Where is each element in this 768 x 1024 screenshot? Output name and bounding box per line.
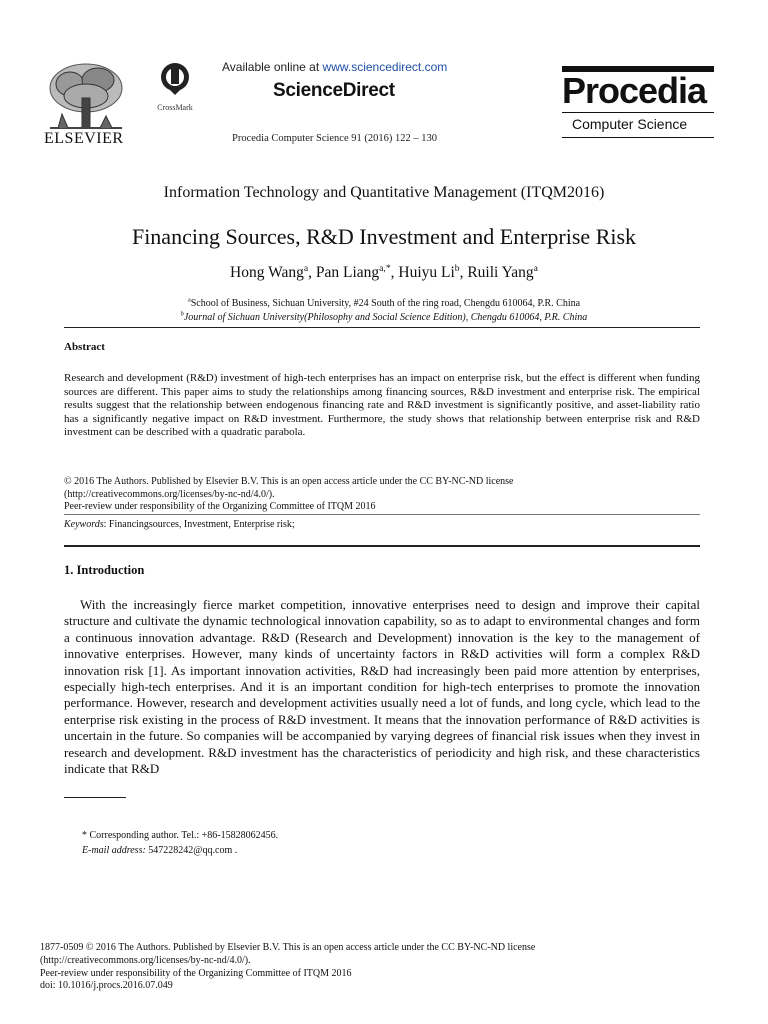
affiliation-a	[0, 298, 768, 309]
footer-url[interactable]: (http://creativecommons.org/licenses/by-nc-nd/4.0/).	[40, 954, 251, 966]
affil-mark: b	[180, 310, 184, 318]
footer-peer-review: Peer-review under responsibility of the Organizing Committee of ITQM 2016	[40, 967, 352, 979]
author: Hong Wang	[230, 264, 304, 281]
sciencedirect-wordmark: ScienceDirect	[273, 80, 395, 101]
author: Pan Liang	[315, 264, 380, 281]
paper-title: Financing Sources, R&D Investment and Enterprise Risk	[131, 224, 637, 249]
procedia-wordmark: Procedia	[562, 70, 707, 111]
crossmark-label: CrossMark	[157, 103, 193, 112]
affiliation-b	[0, 312, 768, 323]
author-affil-mark: a,*	[379, 262, 391, 274]
crossmark-badge[interactable]	[148, 62, 202, 112]
conference-name: Information Technology and Quantitative Management (ITQM2016)	[163, 184, 605, 201]
keywords	[64, 519, 295, 530]
footnote-rule	[64, 797, 126, 798]
keywords-list: : Financingsources, Investment, Enterprise risk;	[103, 519, 295, 530]
divider-top	[64, 327, 700, 328]
footer-license: 1877-0509 © 2016 The Authors. Published by Elsevier B.V. This is an open access article under the CC BY-NC-ND license	[40, 942, 536, 953]
license-url[interactable]: (http://creativecommons.org/licenses/by-nc-nd/4.0/).	[64, 488, 275, 500]
available-prefix: Available online at	[222, 60, 323, 74]
divider-thin	[64, 514, 700, 515]
author-affil-mark: b	[454, 262, 460, 274]
abstract-text: Research and development (R&D) investment of high-tech enterprises has an impact on enterprise risk, but the effect is different when funding sources are different. This paper aims to study the relationships among financing sources, R&D investment and enterprise risk. The empirical results suggest that the relationship between endogenous financing rate and R&D investment is significantly positive, and asset-liability ratio has a significantly negative impact on R&D investment. Furthermore, the study shows that relationship between enterprise risk and R&D investment can be described with a quadratic parabola.	[64, 372, 700, 438]
page-footer	[40, 942, 740, 993]
email-footnote	[82, 845, 237, 856]
introduction-paragraph: With the increasingly fierce market competition, innovative enterprises need to design and improve their capital structure and cultivate the dynamic technological innovation capability, so as to adapt to environmental changes and form a continuous innovation advantage. R&D (Research and Development) innovation is the key to the management of innovative enterprises. However, many kinds of uncertainty factors in R&D activities will form a complex R&D innovation risk [1]. As important innovation activities, R&D had increasingly been paid more attention by enterprises, especially high-tech enterprises. And it is an important condition for high-tech enterprises to promote the innovation performance. However, research and development activities usually need a lot of funds, and long cycle, which lead to the enterprise risk existing in the process of R&D investment. It means that the innovation performance of R&D activities is uncertain in the future. So companies will be accompanied by varying degrees of financial risk issues when they invest in research and development. R&D investment has the characteristics of periodicity and high risk, and these characteristics indicate that R&D	[64, 597, 700, 777]
license-line: © 2016 The Authors. Published by Elsevier B.V. This is an open access article under the CC BY-NC-ND license	[64, 476, 514, 487]
author-affil-mark: a	[533, 262, 538, 274]
keywords-label: Keywords	[64, 519, 104, 530]
abstract-heading: Abstract	[64, 341, 105, 353]
peer-review: Peer-review under responsibility of the Organizing Committee of ITQM 2016	[64, 501, 376, 512]
email-address[interactable]: 547228242@qq.com .	[145, 845, 238, 856]
available-online	[222, 60, 447, 74]
section-heading-introduction: 1. Introduction	[64, 563, 145, 577]
affiliation-text: Journal of Sichuan University(Philosophy and Social Science Edition), Chengdu 610064, P.R. China	[183, 312, 588, 323]
author-list: Hong Wang$^a$, Pan Liang$^{a,*}$, Huiyu Li$^b$, Ruili Yang$^a$	[230, 262, 538, 281]
corresponding-author: * Corresponding author. Tel.: +86-15828062456.	[82, 830, 279, 841]
sciencedirect-link[interactable]: www.sciencedirect.com	[322, 60, 448, 74]
author-affil-mark: a	[303, 262, 309, 274]
footer-doi[interactable]: doi: 10.1016/j.procs.2016.07.049	[40, 980, 173, 992]
author: Huiyu Li	[398, 264, 455, 281]
license-block	[64, 476, 700, 514]
divider-bottom	[64, 545, 700, 547]
email-label: E-mail address:	[82, 845, 146, 856]
affil-mark: a	[187, 296, 191, 304]
publisher-name: ELSEVIER	[44, 130, 124, 147]
procedia-subtitle: Computer Science	[572, 116, 688, 132]
journal-citation: Procedia Computer Science 91 (2016) 122 – 130	[232, 133, 437, 144]
author: Ruili Yang	[467, 264, 534, 281]
crossmark-icon	[160, 62, 190, 96]
affiliation-text: School of Business, Sichuan University, #24 South of the ring road, Chengdu 610064, P.R. China	[190, 298, 581, 309]
